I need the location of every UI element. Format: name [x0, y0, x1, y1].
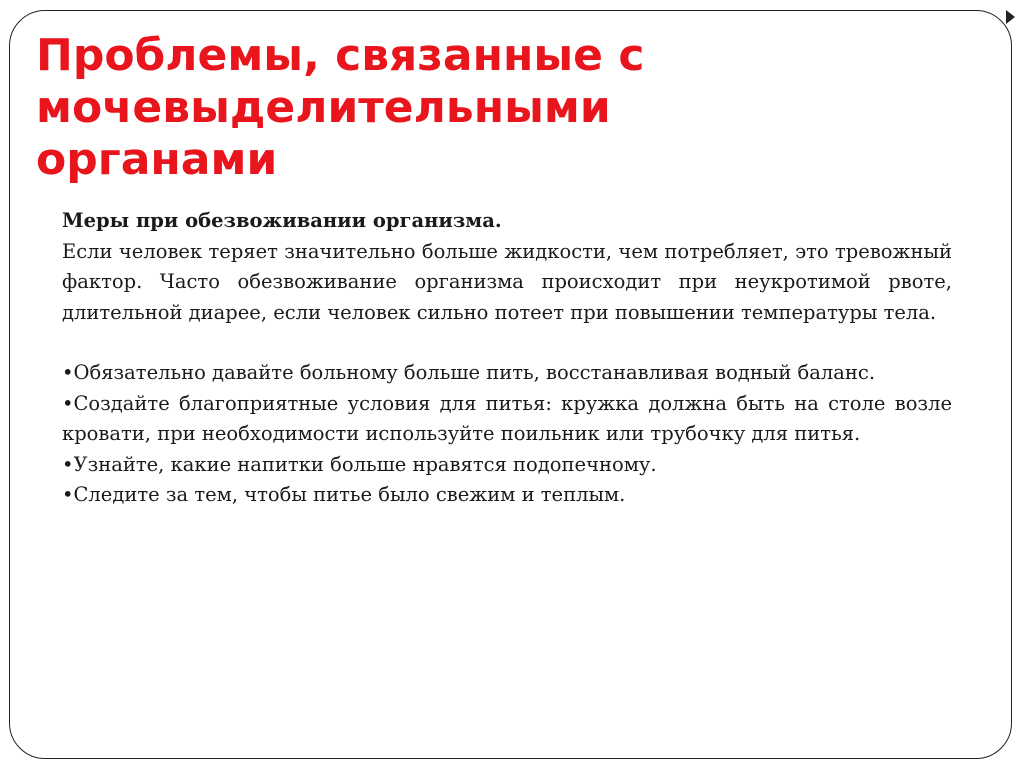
bullet-item: •Узнайте, какие напитки больше нравятся подопечному. — [62, 452, 657, 476]
slide-title: Проблемы, связанные с мочевыделительными органами — [36, 30, 645, 185]
bullet-item: •Обязательно давайте больному больше пить, восстанавливая водный баланс. — [62, 361, 876, 384]
bullet-item: •Следите за тем, чтобы питье было свежим и теплым. — [62, 483, 626, 506]
slide-body — [62, 206, 952, 511]
section-heading: Меры при обезвоживании организма. — [62, 209, 502, 232]
bullet-item: •Создайте благоприятные условия для питья: кружка должна быть на столе возле кровати, при необходимости используйте поильник или трубочку для питья. — [62, 391, 952, 445]
intro-paragraph: Если человек теряет значительно больше жидкости, чем потребляет, это тревожный фактор. Часто обезвоживание организма происходит при неукротимой рвоте, длительной диарее, если человек сильно потеет при повышении температуры тела. — [62, 239, 952, 324]
chevron-right-icon — [1002, 9, 1018, 25]
